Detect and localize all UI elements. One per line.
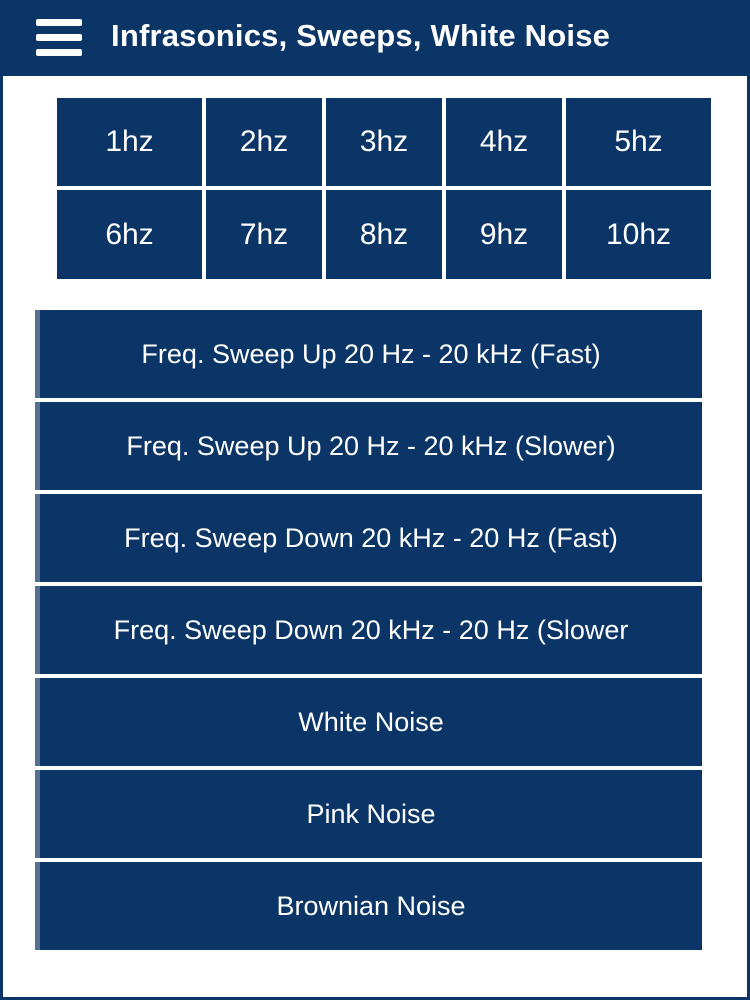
hamburger-menu-icon[interactable] (36, 17, 82, 59)
hz-button-5[interactable]: 5hz (566, 98, 711, 186)
infrasonic-hz-grid (57, 98, 711, 283)
app-bar (3, 0, 750, 76)
sweep-down-slower-button[interactable]: Freq. Sweep Down 20 kHz - 20 Hz (Slower (35, 586, 702, 674)
brownian-noise-button[interactable]: Brownian Noise (35, 862, 702, 950)
hz-button-2[interactable]: 2hz (206, 98, 322, 186)
sweep-down-fast-button[interactable]: Freq. Sweep Down 20 kHz - 20 Hz (Fast) (35, 494, 702, 582)
hz-button-1[interactable]: 1hz (57, 98, 202, 186)
hz-button-6[interactable]: 6hz (57, 190, 202, 279)
app-title: Infrasonics, Sweeps, White Noise (111, 18, 611, 53)
sound-list (35, 310, 702, 954)
sweep-up-fast-button[interactable]: Freq. Sweep Up 20 Hz - 20 kHz (Fast) (35, 310, 702, 398)
white-noise-button[interactable]: White Noise (35, 678, 702, 766)
hz-button-3[interactable]: 3hz (326, 98, 442, 186)
sweep-up-slower-button[interactable]: Freq. Sweep Up 20 Hz - 20 kHz (Slower) (35, 402, 702, 490)
hz-button-9[interactable]: 9hz (446, 190, 562, 279)
menu-line (36, 19, 82, 26)
menu-line (36, 34, 82, 41)
hz-button-4[interactable]: 4hz (446, 98, 562, 186)
hz-button-8[interactable]: 8hz (326, 190, 442, 279)
pink-noise-button[interactable]: Pink Noise (35, 770, 702, 858)
menu-line (36, 49, 82, 56)
hz-button-7[interactable]: 7hz (206, 190, 322, 279)
hz-button-10[interactable]: 10hz (566, 190, 711, 279)
